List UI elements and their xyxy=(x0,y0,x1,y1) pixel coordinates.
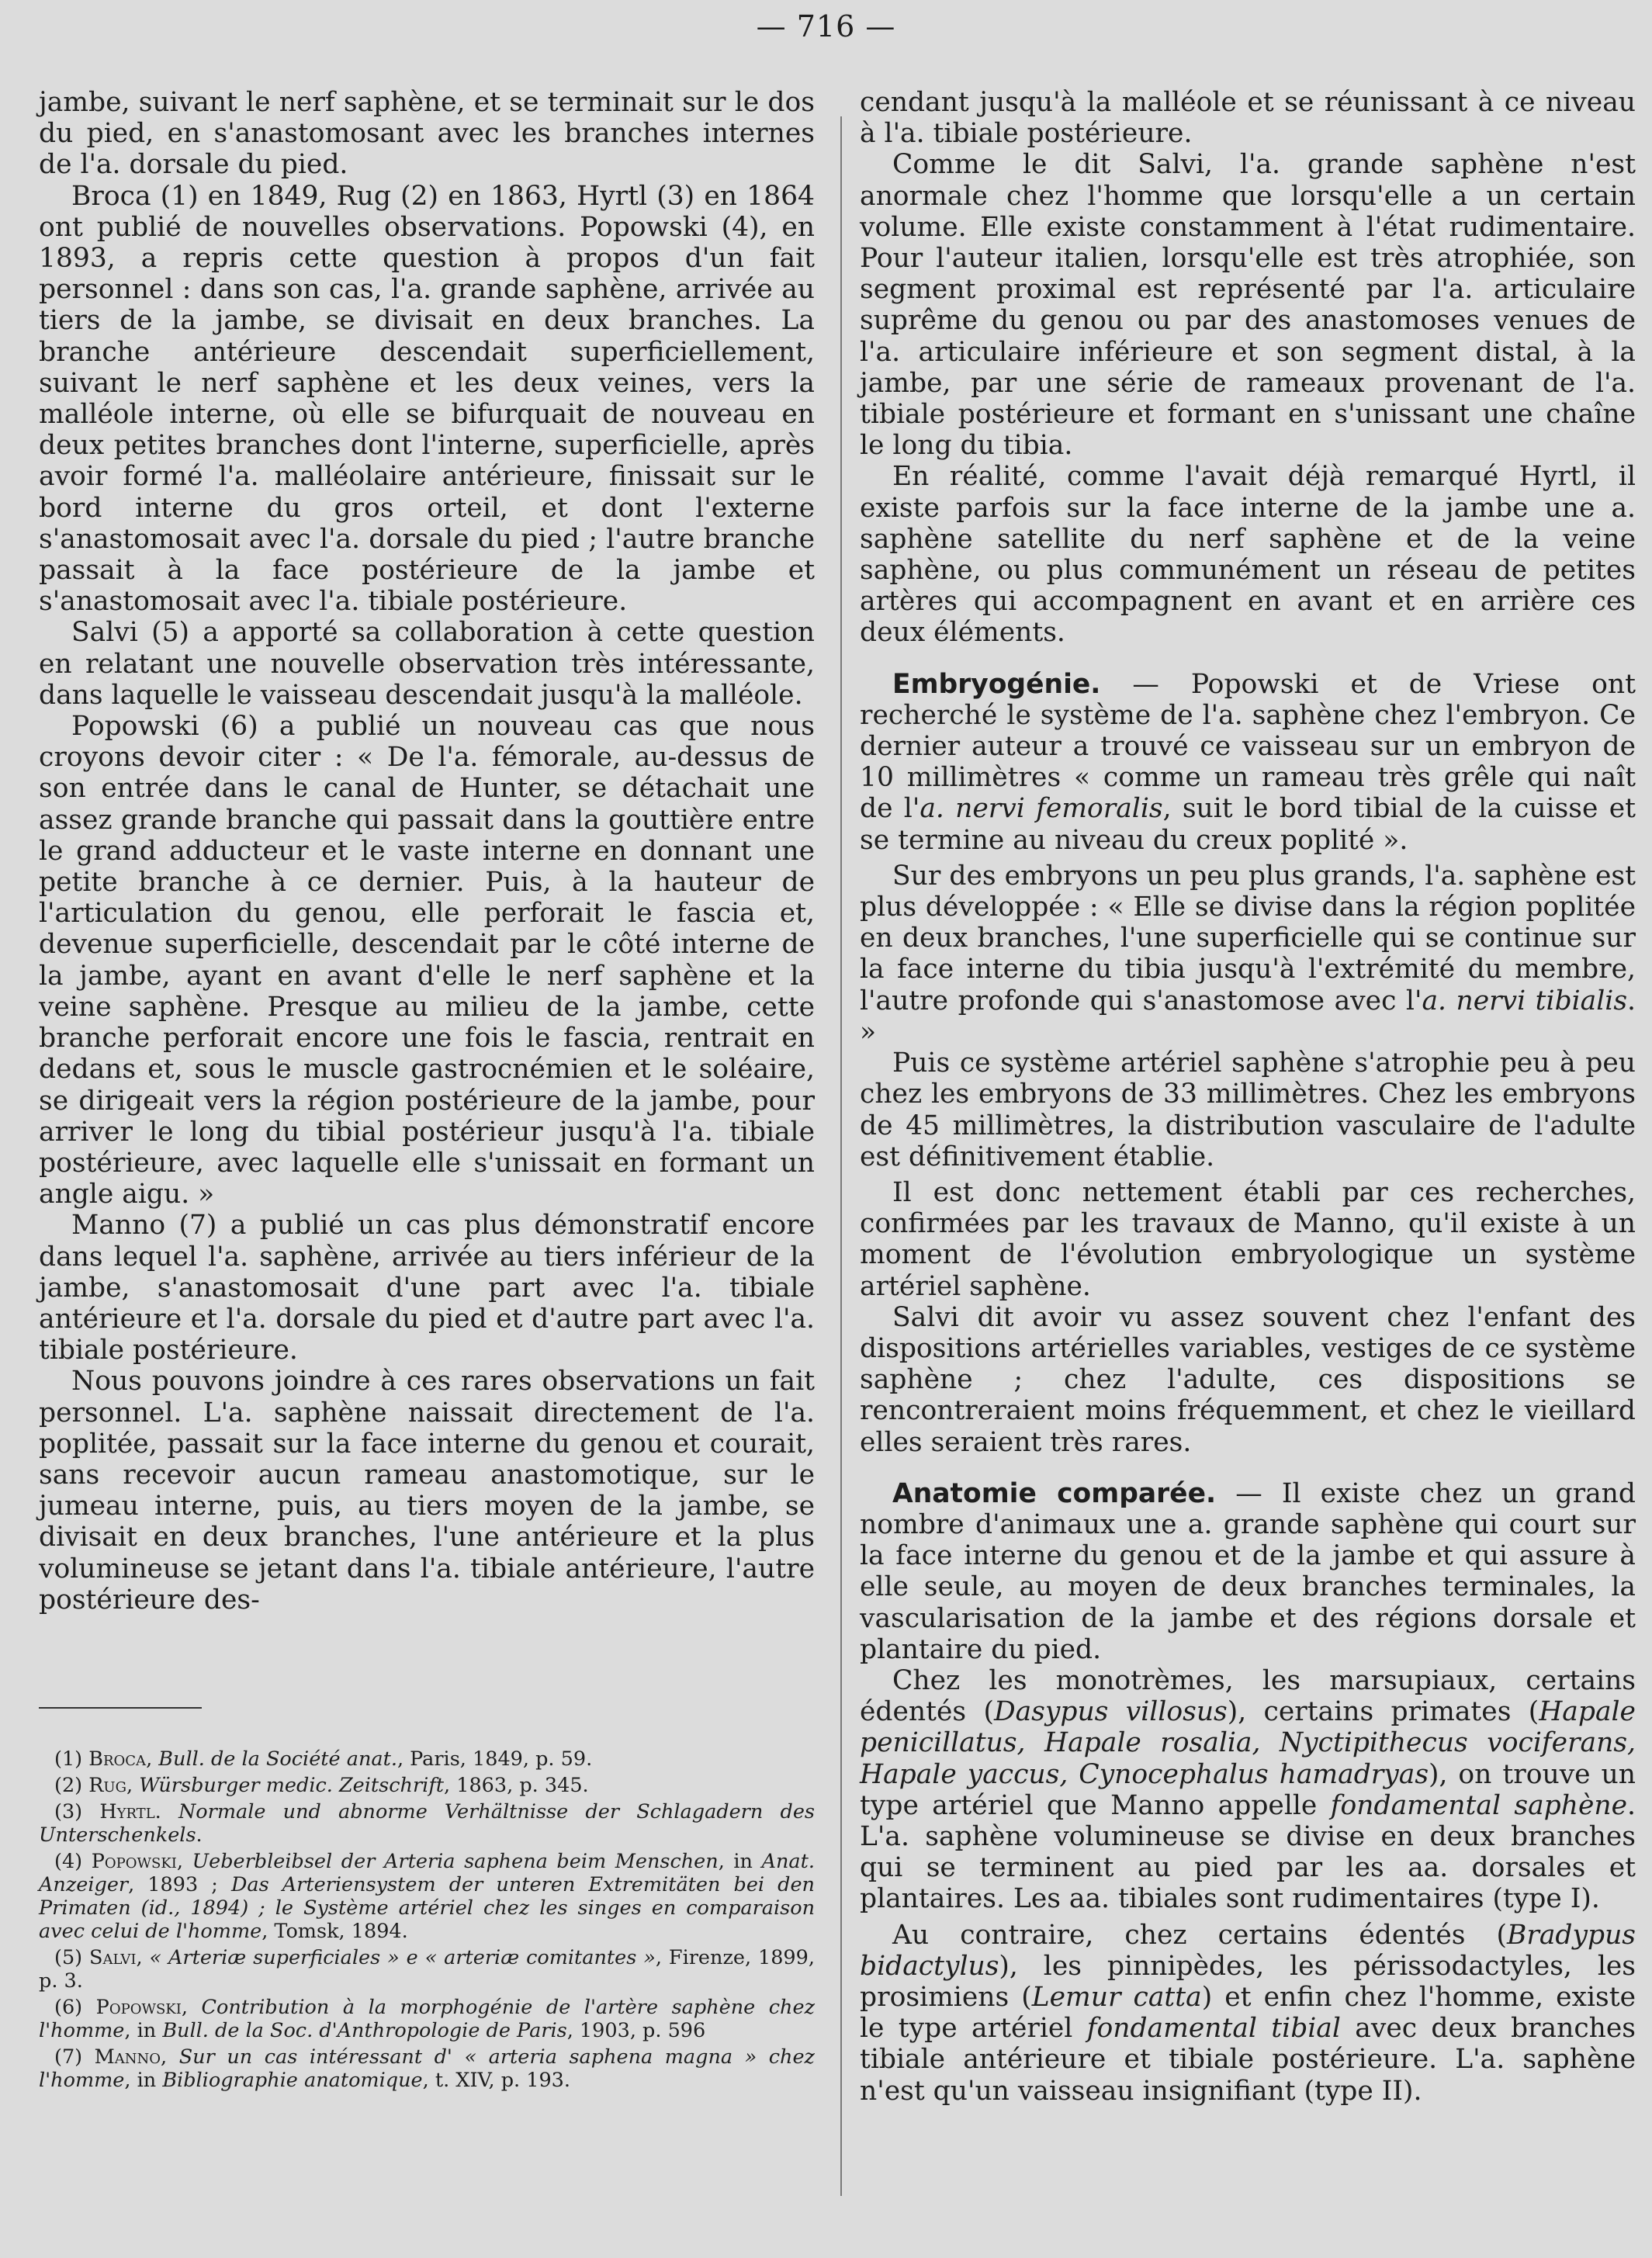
work-title: Ueberbleibsel der Arteria saphena beim Menschen xyxy=(192,1850,719,1873)
text-run: , xyxy=(181,1996,202,2019)
paragraph: Manno (7) a publié un cas plus démonstratif encore dans lequel l'a. saphène, arrivée au tiers inférieur de la jambe, s'anastomosait d'une part avec l'a. tibiale antérieure et l'a. dorsale du pied et d'autre part avec l'a. tibiale postérieure. xyxy=(39,1210,815,1366)
paragraph: Popowski (6) a publié un nouveau cas que nous croyons devoir citer : « De l'a. fémorale, au-dessus de son entrée dans le canal de Hunter, se détachait une assez grande branche qui passait dans la gouttière entre le grand adducteur et le vaste interne en donnant une petite branche à ce dernier. Puis, à la hauteur de l'articulation du genou, elle perforait le fascia et, devenue superficielle, descendait par le côté interne de la jambe, ayant en avant d'elle le nerf saphène et la veine saphène. Presque au milieu de la jambe, cette branche perforait encore une fois le fascia, rentrait en dedans et, sous le muscle gastrocnémien et le soléaire, se dirigeait vers la région postérieure de la jambe, pour arriver le long du tibial postérieur jusqu'à l'a. tibiale postérieure, avec laquelle elle s'unissait en formant un angle aigu. » xyxy=(39,711,815,1210)
paragraph: En réalité, comme l'avait déjà remarqué Hyrtl, il existe parfois sur la face interne de la jambe une a. saphène satellite du nerf saphène et de la veine saphène, ou plus communément un réseau de petites artères qui accompagnent en avant et en arrière ces deux éléments. xyxy=(860,461,1636,649)
right-column xyxy=(860,87,1636,2107)
work-title: Bibliographie anatomique xyxy=(162,2069,423,2092)
text-run: . » xyxy=(860,985,1636,1048)
work-title: Normale und abnorme Verhältnisse der Schlagadern des Unterschenkels xyxy=(39,1800,815,1847)
footnote-number: (5) xyxy=(54,1946,90,1969)
work-title: Würsburger medic. Zeitschrift xyxy=(139,1774,445,1797)
footnote-number: (4) xyxy=(54,1850,92,1873)
text-run: ), certains primates ( xyxy=(1227,1696,1539,1728)
text-run: avec deux branches tibiale antérieure et tibiale postérieure. L'a. saphène n'est qu'un vaisseau insignifiant (type II). xyxy=(860,2013,1636,2107)
text-run: . xyxy=(154,1800,178,1823)
text-run: , 1903, p. 596 xyxy=(566,2019,706,2042)
text-italic: fondamental tibial xyxy=(1086,2013,1341,2045)
work-title: Anat. Anzeiger xyxy=(39,1850,815,1896)
text-italic: a. nervi tibialis xyxy=(1422,985,1628,1016)
text-run: , 1893 ; xyxy=(128,1873,231,1896)
paragraph: Comme le dit Salvi, l'a. grande saphène n'est anormale chez l'homme que lorsqu'elle a un certain volume. Elle existe constamment à l'état rudimentaire. Pour l'auteur italien, lorsqu'elle est très atrophiée, son segment proximal est représenté par l'a. articulaire suprême du genou ou par des anastomoses venues de l'a. articulaire inférieure et son segment distal, à la jambe, par une série de rameaux provenant de l'a. tibiale postérieure et formant en s'unissant une chaîne le long du tibia. xyxy=(860,149,1636,462)
footnote-number: (7) xyxy=(54,2045,95,2069)
text-run: ), les pinnipèdes, les périssodactyles, les prosimiens ( xyxy=(860,1950,1636,2013)
paragraph xyxy=(860,861,1636,1048)
footnote-2 xyxy=(39,1774,815,1797)
text-italic: Lemur catta xyxy=(1031,1981,1202,2013)
text-italic: Bradypus bidactylus xyxy=(860,1919,1636,1982)
text-run: Sur des embryons un peu plus grands, l'a. saphène est plus développée : « Elle se divise dans la région poplitée en deux branches, l'une superficielle qui se continue sur la face interne du tibia jusqu'à l'extrémité du membre, l'autre profonde qui s'anastomose avec l' xyxy=(860,860,1636,1016)
footnote-3 xyxy=(39,1800,815,1847)
text-run: . L'a. saphène volumineuse se divise en deux branches qui se terminent au pied par les aa. dorsales et plantaires. Les aa. tibiales sont rudimentaires (type I). xyxy=(860,1789,1636,1915)
author-name: Salvi xyxy=(89,1946,137,1969)
text-run: , xyxy=(136,1946,150,1969)
text-run: , in xyxy=(124,2069,163,2092)
author-name: Rug xyxy=(88,1774,126,1797)
footnote-1 xyxy=(39,1747,815,1771)
text-run: Au contraire, chez certains édentés ( xyxy=(892,1919,1507,1951)
text-run: , xyxy=(126,1774,140,1797)
text-run: , xyxy=(146,1747,159,1771)
footnote-5 xyxy=(39,1946,815,1993)
column-divider xyxy=(840,116,842,2196)
paragraph: jambe, suivant le nerf saphène, et se terminait sur le dos du pied, en s'anastomosant avec les branches internes de l'a. dorsale du pied. xyxy=(39,87,815,181)
text-run: , Tomsk, 1894. xyxy=(261,1920,408,1943)
text-run: , in xyxy=(124,2019,163,2042)
work-title: « Arteriæ superficiales » e « arteriæ comitantes » xyxy=(149,1946,656,1969)
work-title: Bull. de la Société anat. xyxy=(158,1747,397,1771)
footnote-4 xyxy=(39,1850,815,1943)
footnote-rule xyxy=(39,1707,202,1709)
author-name: Manno xyxy=(94,2045,161,2069)
paragraph xyxy=(860,1665,1636,1915)
paragraph: Nous pouvons joindre à ces rares observations un fait personnel. L'a. saphène naissait directement de l'a. poplitée, passait sur la face interne du genou et courait, sans recevoir aucun rameau anastomotique, sur le jumeau interne, puis, au tiers moyen de la jambe, se divisait en deux branches, l'une antérieure et la plus volumineuse se jetant dans l'a. tibiale antérieure, l'autre postérieure des- xyxy=(39,1366,815,1616)
text-run: , t. XIV, p. 193. xyxy=(422,2069,571,2092)
work-title: Das Arteriensystem der unteren Extremitäten bei den Primaten (id., 1894) ; le Système artériel chez les singes en comparaison avec celui de l'homme xyxy=(39,1873,815,1943)
paragraph: Puis ce système artériel saphène s'atrophie peu à peu chez les embryons de 33 millimètres. Chez les embryons de 45 millimètres, la distribution vasculaire de l'adulte est définitivement établie. xyxy=(860,1048,1636,1172)
author-name: Broca xyxy=(88,1747,147,1771)
text-italic: a. nervi femoralis xyxy=(920,793,1163,825)
footnote-number: (2) xyxy=(54,1774,89,1797)
text-run: , suit le bord tibial de la cuisse et se termine au niveau du creux poplité ». xyxy=(860,793,1636,856)
work-title: Sur un cas intéressant d' « arteria saphena magna » chez l'homme xyxy=(39,2045,815,2092)
text-run: , xyxy=(176,1850,192,1873)
footnote-number: (1) xyxy=(54,1747,89,1771)
paragraph: cendant jusqu'à la malléole et se réunissant à ce niveau à l'a. tibiale postérieure. xyxy=(860,87,1636,150)
section-title: Anatomie comparée. xyxy=(892,1477,1217,1509)
section-title: Embryogénie. xyxy=(892,668,1101,700)
text-run: , Firenze, 1899, p. 3. xyxy=(39,1946,815,1993)
author-name: Hyrtl xyxy=(99,1800,155,1823)
author-name: Popowski xyxy=(95,1996,182,2019)
footnote-number: (6) xyxy=(54,1996,96,2019)
text-italic: fondamental saphène xyxy=(1330,1789,1628,1821)
text-run: — Il existe chez un grand nombre d'animaux une a. grande saphène qui court sur la face interne du genou et de la jambe et qui assure à elle seule, au moyen de deux branches terminales, la vascularisation de la jambe et des régions dorsale et plantaire du pied. xyxy=(860,1477,1636,1665)
section-anatomie-comparee xyxy=(860,1478,1636,1665)
paragraph: Broca (1) en 1849, Rug (2) en 1863, Hyrtl (3) en 1864 ont publié de nouvelles observations. Popowski (4), en 1893, a repris cette question à propos d'un fait personnel : dans son cas, l'a. grande saphène, arrivée au tiers de la jambe, se divisait en deux branches. La branche antérieure descendait superficiellement, suivant le nerf saphène et les deux veines, vers la malléole interne, où elle se bifurquait de nouveau en deux petites branches dont l'interne, superficielle, après avoir formé l'a. malléolaire antérieure, finissait sur le bord interne du gros orteil, et dont l'externe s'anastomosait avec l'a. dorsale du pied ; l'autre branche passait à la face postérieure de la jambe et s'anastomosait avec l'a. tibiale postérieure. xyxy=(39,180,815,618)
author-name: Popowski xyxy=(91,1850,177,1873)
work-title: Contribution à la morphogénie de l'artère saphène chez l'homme xyxy=(39,1996,816,2042)
work-title: Bull. de la Soc. d'Anthropologie de Paris xyxy=(162,2019,567,2042)
text-run: Chez les monotrèmes, les marsupiaux, certains édentés ( xyxy=(860,1664,1636,1728)
text-run: , in xyxy=(718,1850,762,1873)
footnote-7 xyxy=(39,2045,815,2092)
footnote-6 xyxy=(39,1996,815,2042)
text-run: — Popowski et de Vriese ont recherché le système de l'a. saphène chez l'embryon. Ce dernier auteur a trouvé ce vaisseau sur un embryon de 10 millimètres « comme un rameau très grêle qui naît de l' xyxy=(860,668,1636,825)
text-italic: Hapale penicillatus, Hapale rosalia, Nyctipithecus vociferans, Hapale yaccus, Cynocephalus hamadryas xyxy=(860,1696,1636,1790)
text-run: , 1863, p. 345. xyxy=(444,1774,589,1797)
page-number: — 716 — xyxy=(756,9,896,43)
paragraph: Salvi (5) a apporté sa collaboration à cette question en relatant une nouvelle observation très intéressante, dans laquelle le vaisseau descendait jusqu'à la malléole. xyxy=(39,617,815,711)
paragraph: Il est donc nettement établi par ces recherches, confirmées par les travaux de Manno, qu'il existe à un moment de l'évolution embryologique un système artériel saphène. xyxy=(860,1176,1636,1302)
text-run: , Paris, 1849, p. 59. xyxy=(397,1747,593,1771)
text-run: , xyxy=(161,2045,179,2069)
text-run: ) et enfin chez l'homme, existe le type artériel xyxy=(860,1981,1636,2045)
paragraph xyxy=(860,1920,1636,2107)
text-run: . xyxy=(196,1823,203,1847)
footnotes xyxy=(39,1747,815,2095)
section-embryogenie xyxy=(860,669,1636,856)
text-italic: Dasypus villosus xyxy=(993,1696,1228,1728)
left-column xyxy=(39,87,815,1616)
paragraph: Salvi dit avoir vu assez souvent chez l'enfant des dispositions artérielles variables, vestiges de ce système saphène ; chez l'adulte, ces dispositions se rencontreraient moins fréquemment, et chez le vieillard elles seraient très rares. xyxy=(860,1301,1636,1458)
footnote-number: (3) xyxy=(54,1800,100,1823)
text-run: ), on trouve un type artériel que Manno appelle xyxy=(860,1758,1636,1821)
